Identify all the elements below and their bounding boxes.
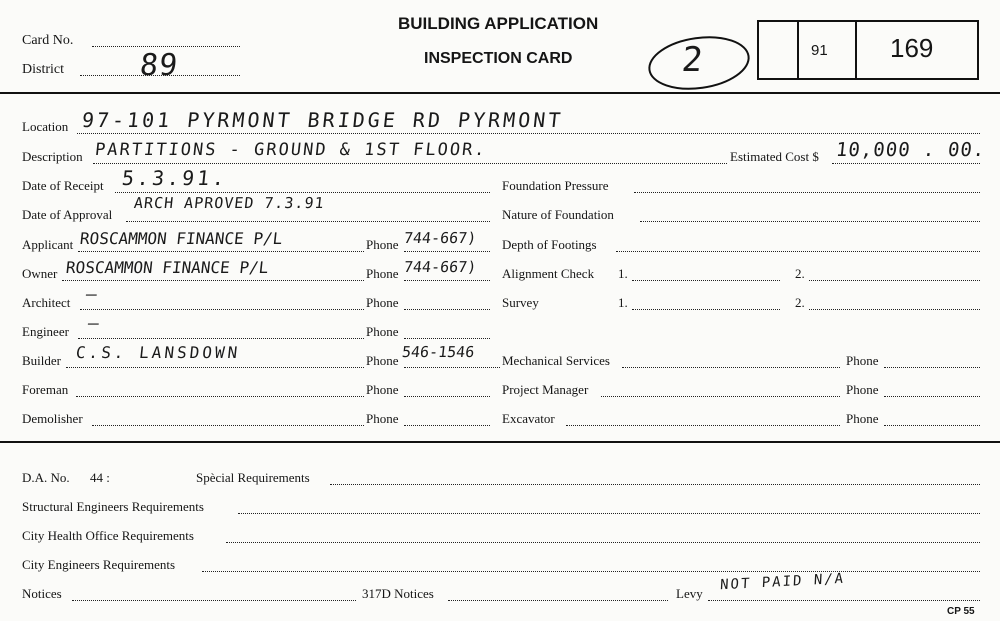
date-of-receipt-value: 5.3.91. [120,166,229,190]
foreman-line [76,396,364,397]
applicant-phone-line [404,251,490,252]
demolisher-phone-label: Phone [366,411,399,426]
structural-line [238,513,980,514]
special-requirements-label: Spècial Requirements [196,470,310,485]
city-health-line [226,542,980,543]
depth-of-footings-label: Depth of Footings [502,237,597,252]
notices-317d-line [448,600,668,601]
foreman-label: Foreman [22,382,69,397]
city-engineers-label: City Engineers Requirements [22,557,176,572]
location-line [77,133,980,134]
card-no-line [92,46,240,47]
da-no-value: 44 : [90,470,110,485]
location-value: 97-101 PYRMONT BRIDGE RD PYRMONT [80,108,565,132]
special-requirements-line [330,484,980,485]
location-label: Location [22,119,69,134]
excavator-line [566,425,840,426]
alignment-check-2: 2. [795,266,805,281]
demolisher-label: Demolisher [22,411,83,426]
structural-label: Structural Engineers Requirements [22,499,204,514]
city-engineers-line [202,571,980,572]
foreman-phone-line [404,396,490,397]
survey-1: 1. [618,295,628,310]
description-value: PARTITIONS - GROUND & 1ST FLOOR. [93,140,488,160]
date-of-receipt-label: Date of Receipt [22,178,104,193]
box-number: 169 [890,33,934,63]
excavator-label: Excavator [502,411,555,426]
builder-value: C.S. LANSDOWN [75,343,242,362]
builder-phone-value: 546-1546 [401,343,476,361]
architect-phone-line [404,309,490,310]
architect-phone-label: Phone [366,295,399,310]
da-no-label: D.A. No. [22,470,70,485]
owner-phone-line [404,280,490,281]
city-health-label: City Health Office Requirements [22,528,194,543]
builder-label: Builder [22,353,61,368]
date-of-approval-label: Date of Approval [22,207,113,222]
mechanical-services-phone-label: Phone [846,353,879,368]
levy-label: Levy [676,586,703,601]
excavator-phone-line [884,425,980,426]
date-of-approval-line [126,221,490,222]
owner-line [62,280,364,281]
architect-label: Architect [22,295,71,310]
project-manager-phone-line [884,396,980,397]
demolisher-line [92,425,364,426]
builder-phone-line [404,367,500,368]
engineer-phone-line [404,338,490,339]
applicant-value: ROSCAMMON FINANCE P/L [79,229,284,248]
foreman-phone-label: Phone [366,382,399,397]
box-divider-1 [797,20,799,80]
depth-of-footings-line [616,251,980,252]
engineer-phone-label: Phone [366,324,399,339]
notices-line [72,600,356,601]
notices-label: Notices [22,586,62,601]
owner-label: Owner [22,266,58,281]
estimated-cost-label: Estimated Cost $ [730,149,819,164]
header-rule [0,92,1000,94]
owner-phone-label: Phone [366,266,399,281]
estimated-cost-value: 10,000 . 00. [834,139,987,161]
project-manager-line [601,396,840,397]
applicant-line [78,251,364,252]
alignment-check-1: 1. [618,266,628,281]
mechanical-services-label: Mechanical Services [502,353,610,368]
architect-value: — [84,284,99,305]
applicant-phone-value: 744-667) [403,229,478,247]
foundation-pressure-line [634,192,980,193]
architect-line [80,309,364,310]
alignment-check-label: Alignment Check [502,266,595,281]
title-line2: INSPECTION CARD [424,50,573,67]
survey-label: Survey [502,295,539,310]
levy-line [708,600,980,601]
notices-317d-label: 317D Notices [362,586,434,601]
mechanical-services-line [622,367,840,368]
levy-value: NOT PAID N/A [719,570,846,594]
survey-2-line [809,309,980,310]
excavator-phone-label: Phone [846,411,879,426]
district-label: District [22,62,64,77]
builder-line [66,367,364,368]
description-line [93,163,727,164]
card-no-label: Card No. [22,33,74,48]
box-code: 91 [811,42,828,59]
circled-number: 2 [679,40,706,80]
owner-phone-value: 744-667) [403,258,478,276]
demolisher-phone-line [404,425,490,426]
box-divider-2 [855,20,857,80]
foundation-pressure-label: Foundation Pressure [502,178,609,193]
applicant-label: Applicant [22,237,74,252]
survey-2: 2. [795,295,805,310]
mechanical-services-phone-line [884,367,980,368]
owner-value: ROSCAMMON FINANCE P/L [65,258,270,277]
nature-of-foundation-label: Nature of Foundation [502,207,614,222]
project-manager-label: Project Manager [502,382,589,397]
engineer-value: — [86,313,101,334]
form-code: CP 55 [947,606,975,617]
date-of-receipt-line [115,192,490,193]
alignment-check-2-line [809,280,980,281]
nature-of-foundation-line [640,221,980,222]
project-manager-phone-label: Phone [846,382,879,397]
title-line1: BUILDING APPLICATION [398,14,599,33]
applicant-phone-label: Phone [366,237,399,252]
description-label: Description [22,149,83,164]
middle-rule [0,441,1000,443]
survey-1-line [632,309,780,310]
card-number-box [757,20,979,80]
builder-phone-label: Phone [366,353,399,368]
engineer-line [78,338,364,339]
alignment-check-1-line [632,280,780,281]
engineer-label: Engineer [22,324,69,339]
district-value: 89 [138,48,180,83]
estimated-cost-line [832,163,980,164]
date-of-approval-value: ARCH APROVED 7.3.91 [133,194,326,212]
